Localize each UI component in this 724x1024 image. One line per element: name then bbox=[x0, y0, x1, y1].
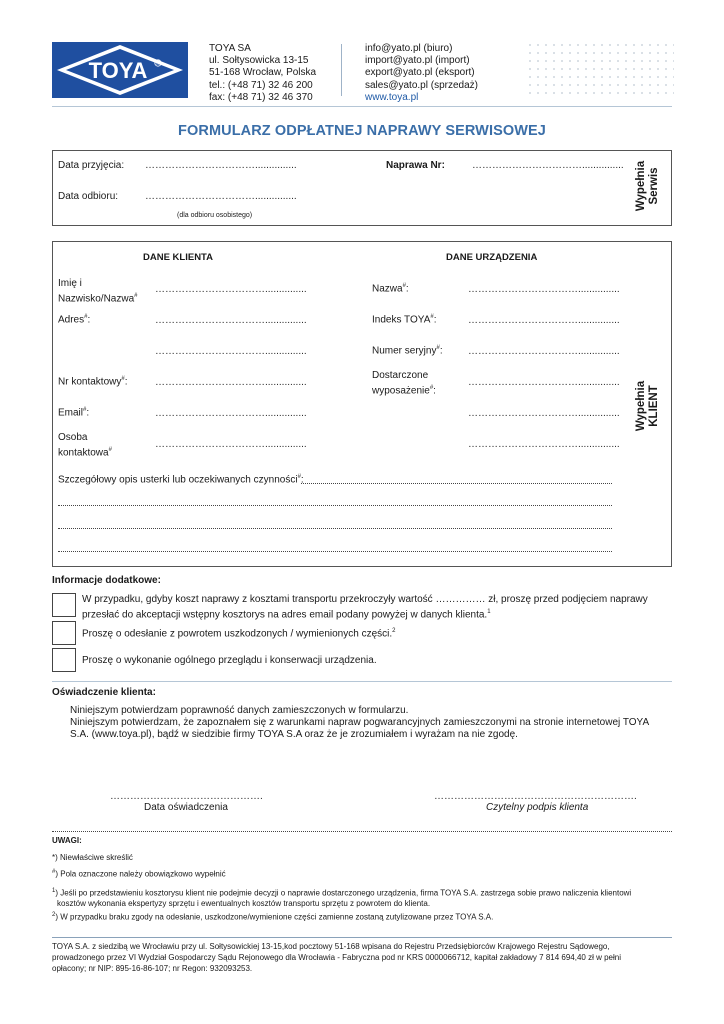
option-return-parts-text: Proszę o odesłanie z powrotem uszkodzonych / wymienionych części. bbox=[82, 628, 393, 640]
required-mark: # bbox=[108, 447, 112, 453]
note-1-line2: kosztów wykonania ekspertyzy sprzętu i ewentualnych kosztów transportu sprzętu z powrotem do klienta. bbox=[57, 898, 431, 908]
note-required bbox=[52, 869, 226, 879]
extra-field-2[interactable]: ……………………………............... bbox=[468, 439, 620, 450]
description-line-2[interactable] bbox=[58, 528, 612, 529]
name-label-line2: Nazwisko/Nazwa bbox=[58, 293, 135, 305]
section-divider bbox=[52, 681, 672, 682]
declaration-heading: Oświadczenie klienta: bbox=[52, 687, 156, 698]
name-label-line1: Imię i bbox=[58, 278, 82, 289]
company-fax: fax: (+48 71) 32 46 370 bbox=[209, 91, 313, 103]
name-field[interactable]: ……………………………............... bbox=[155, 284, 307, 295]
email-sales[interactable]: sales@yato.pl (sprzedaż) bbox=[365, 79, 478, 91]
repair-number-field[interactable]: ……………………………............... bbox=[472, 160, 624, 171]
note-required-text: ) Pola oznaczone należy obowiązkowo wypełnić bbox=[55, 869, 226, 879]
client-side-label bbox=[635, 372, 661, 440]
note-2-mark: 2 bbox=[52, 912, 56, 918]
svg-text:R: R bbox=[156, 61, 160, 66]
checkbox-maintenance[interactable] bbox=[52, 648, 76, 672]
signature-date-field[interactable]: ………………………………………. bbox=[110, 791, 263, 802]
company-tel: tel.: (+48 71) 32 46 200 bbox=[209, 79, 313, 91]
option-return-parts bbox=[82, 628, 396, 639]
description-line-3[interactable] bbox=[58, 551, 612, 552]
label-colon: : bbox=[433, 314, 437, 326]
email-import[interactable]: import@yato.pl (import) bbox=[365, 55, 470, 67]
required-mark: # bbox=[429, 385, 434, 391]
footer-line1: TOYA S.A. z siedzibą we Wrocławiu przy ul. Sołtysowickiej 13-15,kod pocztowy 51-168 wpisana do Rejestru Przedsiębiorców Krajowego Rejestru Sądowego, bbox=[52, 942, 610, 951]
address-field-2[interactable]: ……………………………............... bbox=[155, 346, 307, 357]
label-colon: : bbox=[300, 474, 304, 486]
contact-number-label-text: Nr kontaktowy bbox=[58, 376, 122, 388]
address-field-1[interactable]: ……………………………............... bbox=[155, 315, 307, 326]
service-side-label bbox=[635, 154, 661, 218]
option-maintenance: Proszę o wykonanie ogólnego przeglądu i konserwacji urządzenia. bbox=[82, 655, 377, 666]
company-name: TOYA SA bbox=[209, 43, 251, 54]
date-received-field[interactable]: ……………………………............... bbox=[145, 160, 297, 171]
description-label-text: Szczegółowy opis usterki lub oczekiwanych czynności bbox=[58, 474, 298, 486]
required-mark: # bbox=[436, 345, 440, 351]
required-mark: # bbox=[121, 376, 125, 382]
required-mark: # bbox=[134, 293, 138, 299]
additional-info-heading: Informacje dodatkowe: bbox=[52, 575, 161, 586]
device-name-label-text: Nazwa bbox=[372, 283, 403, 295]
contact-number-label bbox=[58, 376, 127, 387]
email-label bbox=[58, 407, 89, 418]
contact-person-line2: kontaktowa bbox=[58, 447, 109, 459]
repair-number-label: Naprawa Nr: bbox=[386, 160, 445, 171]
toya-logo bbox=[52, 42, 188, 98]
description-label bbox=[58, 474, 304, 485]
company-address bbox=[209, 43, 316, 104]
device-name-field[interactable]: ……………………………............... bbox=[468, 284, 620, 295]
email-export[interactable]: export@yato.pl (eksport) bbox=[365, 67, 475, 79]
device-name-label bbox=[372, 283, 409, 294]
footer-divider bbox=[52, 937, 672, 938]
contact-number-field[interactable]: ……………………………............... bbox=[155, 377, 307, 388]
note-1-mark: 1 bbox=[52, 888, 56, 894]
option-cost-line1: W przypadku, gdyby koszt naprawy z kosztami transportu przekroczyły wartość …………… zł, proszę przed podjęciem naprawy bbox=[82, 594, 648, 605]
extra-field-1[interactable]: ……………………………............... bbox=[468, 408, 620, 419]
required-mark: # bbox=[83, 407, 87, 413]
accessories-field[interactable]: ……………………………............... bbox=[468, 377, 620, 388]
declaration-line3: S.A. (www.toya.pl), bądź w siedzibie firmy TOYA S.A oraz że je zrozumiałem i wyrażam na nie zgodę. bbox=[70, 729, 518, 741]
note-required-mark: # bbox=[52, 869, 56, 875]
serial-number-field[interactable]: ……………………………............... bbox=[468, 346, 620, 357]
checkbox-return-parts[interactable] bbox=[52, 621, 76, 645]
email-office[interactable]: info@yato.pl (biuro) bbox=[365, 43, 453, 54]
client-signature-label: Czytelny podpis klienta bbox=[486, 802, 589, 813]
label-colon: : bbox=[87, 314, 91, 326]
logo-wordmark: TOYA bbox=[88, 58, 148, 83]
label-colon: : bbox=[86, 407, 90, 419]
label-colon: : bbox=[405, 283, 409, 295]
client-side-line1: Wypełnia bbox=[635, 380, 647, 432]
accessories-line1: Dostarczone bbox=[372, 370, 429, 381]
company-city: 51-168 Wrocław, Polska bbox=[209, 67, 317, 79]
header-rule bbox=[52, 106, 672, 107]
checkbox-cost-estimate[interactable] bbox=[52, 593, 76, 617]
address-label bbox=[58, 314, 90, 325]
required-mark: # bbox=[84, 314, 88, 320]
client-side-line2: KLIENT bbox=[647, 385, 660, 427]
declaration-line1: Niniejszym potwierdzam poprawność danych zamieszczonych w formularzu. bbox=[70, 705, 409, 716]
option-cost-estimate bbox=[82, 594, 648, 621]
contact-person-field[interactable]: ……………………………............... bbox=[155, 439, 307, 450]
notes-heading: UWAGI: bbox=[52, 836, 82, 845]
footer-line3: opłacony; nr NIP: 895-16-86-107; nr Regon: 932093253. bbox=[52, 964, 253, 974]
label-colon: : bbox=[124, 376, 128, 388]
note-2 bbox=[52, 912, 493, 922]
label-colon: : bbox=[433, 385, 436, 397]
signature-date-label: Data oświadczenia bbox=[144, 802, 228, 813]
pickup-note: (dla odbioru osobistego) bbox=[177, 212, 253, 219]
notes-divider bbox=[52, 831, 672, 832]
form-title: FORMULARZ ODPŁATNEJ NAPRAWY SERWISOWEJ bbox=[178, 123, 546, 139]
declaration-text bbox=[70, 705, 649, 742]
service-side-line2: Serwis bbox=[647, 167, 660, 205]
serial-number-label bbox=[372, 345, 443, 356]
contact-person-label bbox=[58, 432, 112, 459]
date-received-label: Data przyjęcia: bbox=[58, 160, 125, 171]
required-mark: # bbox=[402, 283, 406, 289]
footer-line2: prowadzonego przez VI Wydział Gospodarczy Sądu Rejonowego dla Wrocławia - Fabryczna pod nr KRS 0000066712, kapitał zakładowy 7 814 694,40 zł w pełni bbox=[52, 953, 621, 963]
date-pickup-label: Data odbioru: bbox=[58, 191, 119, 202]
header-divider bbox=[341, 44, 342, 96]
note-2-text: ) W przypadku braku zgody na odesłanie, uszkodzone/wymienione części zamienne zostaną zutylizowane przez TOYA S.A. bbox=[55, 912, 494, 922]
declaration-line2: Niniejszym potwierdzam, że zapoznałem się z warunkami napraw pogwarancyjnych zamieszczonymi na stronie internetowej TOYA bbox=[70, 717, 650, 729]
note-1 bbox=[52, 886, 631, 909]
company-contacts bbox=[365, 43, 478, 104]
decorative-dot-grid bbox=[526, 41, 674, 97]
serial-number-label-text: Numer seryjny bbox=[372, 345, 437, 357]
footnote-ref-1: 1 bbox=[487, 609, 491, 615]
email-field[interactable]: ……………………………............... bbox=[155, 408, 307, 419]
toya-index-field[interactable]: ……………………………............... bbox=[468, 315, 620, 326]
date-pickup-field[interactable]: ……………………………............... bbox=[145, 191, 297, 202]
description-line-1[interactable] bbox=[58, 505, 612, 506]
device-data-heading: DANE URZĄDZENIA bbox=[446, 252, 538, 263]
client-signature-field[interactable]: ……………………………………………………. bbox=[434, 791, 637, 802]
toya-index-label-text: Indeks TOYA bbox=[372, 314, 431, 326]
note-1-line1: ) Jeśli po przedstawieniu kosztorysu klient nie podejmie decyzji o naprawie dostarczonego urządzenia, firma TOYA S.A. zastrzega sobie prawo naliczenia klientowi bbox=[55, 888, 632, 898]
company-street: ul. Sołtysowicka 13-15 bbox=[209, 55, 309, 67]
toya-index-label bbox=[372, 314, 437, 325]
address-label-text: Adres bbox=[58, 314, 85, 326]
name-label bbox=[58, 278, 137, 305]
client-data-heading: DANE KLIENTA bbox=[143, 252, 214, 263]
required-mark: # bbox=[430, 314, 434, 320]
service-side-line1: Wypełnia bbox=[635, 160, 647, 212]
label-colon: : bbox=[439, 345, 443, 357]
required-mark: # bbox=[297, 474, 301, 480]
email-label-text: Email bbox=[58, 407, 84, 419]
note-strike: *) Niewłaściwe skreślić bbox=[52, 853, 133, 862]
website-link[interactable]: www.toya.pl bbox=[365, 91, 419, 103]
contact-person-line1: Osoba bbox=[58, 432, 88, 443]
accessories-label bbox=[372, 370, 436, 397]
accessories-line2: wyposażenie bbox=[372, 385, 430, 397]
footnote-ref-2: 2 bbox=[392, 628, 396, 634]
option-cost-line2: przesłać do akceptacji wstępny kosztorys na adres email podany powyżej w danych klienta. bbox=[82, 609, 488, 621]
legal-footer bbox=[52, 941, 672, 975]
description-line-0[interactable] bbox=[301, 483, 612, 484]
